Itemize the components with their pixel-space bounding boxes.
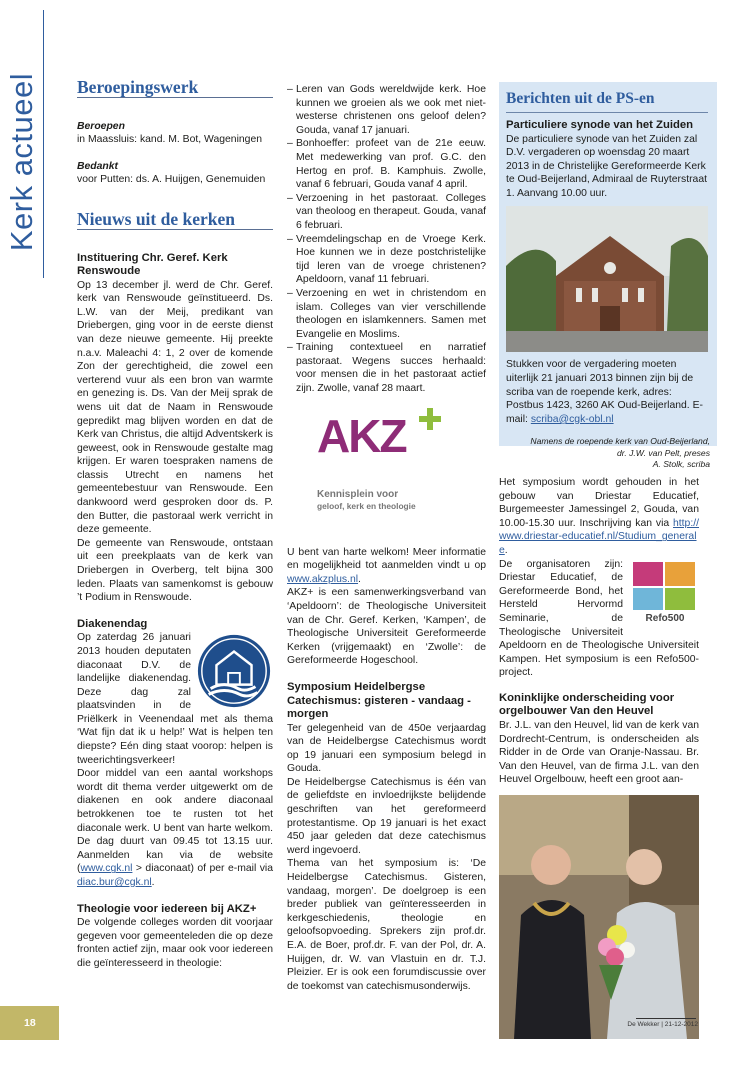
para-symposium-cont: Het symposium wordt gehouden in het gebouw van Driestar Educatief, Burgemeester Jamessingel 2, Gouda, van 10.00-15.30 uur. Inschrijving kan via http://www.driestar-educatief.nl/Studium_generale. — [499, 477, 699, 556]
link-diac-email[interactable]: diac.bur@cgk.nl — [77, 877, 152, 888]
list-item: – Vreemdelingschap en de Vroege Kerk. Hoe kunnen we in deze postchristelijke tijd leren van de vroege christenen? Apeldoorn, vanaf 11 februari. — [287, 233, 486, 287]
ps-heading: Berichten uit de PS-en — [506, 90, 708, 113]
section-title: Kerk actueel — [4, 72, 39, 251]
column-1 — [77, 77, 273, 970]
link-cgk[interactable]: www.cgk.nl — [80, 863, 133, 875]
para-theologie: De volgende colleges worden dit voorjaar gegeven voor gemeenteleden die op deze fronten actief zijn, maar ook voor iedereen die geïnteresseerd in theologie: — [77, 917, 273, 969]
heading-nieuws: Nieuws uit de kerken — [77, 213, 273, 230]
title-theologie: Theologie voor iedereen bij AKZ+ — [77, 902, 257, 915]
section-title-vertical — [4, 74, 40, 249]
heading-beroepingswerk: Beroepingswerk — [77, 81, 273, 98]
page-number-bar — [0, 1006, 59, 1040]
title-onderscheiding: Koninklijke onderscheiding voor orgelbouwer Van den Heuvel — [499, 691, 675, 718]
akz-logo-mark: AKZ — [317, 409, 406, 462]
para-symposium-1: Ter gelegenheid van de 450e verjaardag van de Heidelbergse Catechismus wordt op 19 januari een symposium belegd in Gouda. — [287, 722, 486, 775]
refo500-label: Refo500 — [645, 612, 685, 624]
list-item: – Training contextueel en narratief pastoraat. Wegens succes herhaald: voor mensen die in het pastoraat actief zijn. Zwolle, vanaf 28 maart. — [287, 341, 486, 395]
link-scriba-email[interactable]: scriba@cgk-obl.nl — [530, 413, 614, 425]
label-beroepen: Beroepen — [77, 120, 125, 132]
list-item: – Leren van Gods wereldwijde kerk. Hoe kunnen we groeien als we ook met niet-westerse christenen ons geloof delen? Gouda, vanaf 17 januari. — [287, 83, 486, 137]
label-bedankt: Bedankt — [77, 160, 118, 172]
list-item: – Bonhoeffer: profeet van de 21e eeuw. Met medewerking van prof. G.C. den Hertog en prof. B. Kamphuis. Zwolle, vanaf 6 februari, Gouda vanaf 4 april. — [287, 137, 486, 191]
section-divider-line — [43, 10, 44, 278]
title-synode: Particuliere synode van het Zuiden — [506, 119, 694, 131]
text-bedankt: voor Putten: ds. A. Huijgen, Genemuiden — [77, 174, 266, 186]
ps-credit: Namens de roepende kerk van Oud-Beijerland, dr. J.W. van Pelt, preses A. Stolk, scriba — [530, 436, 710, 470]
title-symposium: Symposium Heidelbergse Catechismus: gisteren - vandaag - morgen — [287, 681, 471, 720]
ps-box — [499, 82, 717, 470]
para-akz-2: AKZ+ is een samenwerkingsverband van ‘Apeldoorn’: de Theologische Universiteit van de Chr. Geref. Kerken, ‘Kampen’, de Theologische Universiteit Gereformeerde Kerken (vrijgemaakt) en ‘Zwolle’: de Gereformeerde Hogeschool. — [287, 587, 486, 667]
list-item: – Verzoening en wet in christendom en islam. Colleges van vier verschillende theologen en islamkenners. Samen met Evangelie en Moslims. — [287, 287, 486, 341]
para-organisers: De organisatoren zijn: Driestar Educatief, de Gereformeerde Bond, het Hersteld Hervormd Seminarie, de Theologische Universiteit Apeldoorn en de Theologische Universiteit Kampen. Het symposium is een Refo500-project. — [499, 558, 699, 679]
para-instituering-2: De gemeente van Renswoude, ontstaan uit een preekplaats van de kerk van Driebergen in Overberg, telt bijna 300 leden. Plaats van samenkomst is gebouw ’t Podium in Renswoude. — [77, 537, 273, 604]
refo500-logo — [629, 560, 699, 626]
para-onderscheiding: Br. J.L. van den Heuvel, lid van de kerk van Dordrecht-Centrum, is onderscheiden als Ridder in de Orde van Oranje-Nassau. Br. Van den Heuvel, van de firma J.L. van den Heuvel Orgelbouw, heeft een groot aan- — [499, 719, 699, 786]
akz-logo — [317, 408, 447, 518]
link-akzplus[interactable]: www.akzplus.nl — [287, 573, 359, 585]
para-instituering-1: Op 13 december jl. werd de Chr. Geref. kerk van Renswoude geïnstitueerd. Ds. L.W. van der Meij, predikant van Driebergen, ging voor in de eerste dienst van deze nieuwe gemeente. Hij preekte n.a.v. Maleachi 4: 1, 2 over de komende Zon der gerechtigheid, die zowel een verterend vuur als een bron van warmte en genezing is. Ds. Van der Meij sprak de wens uit dat de Naam in Renswoude gepredikt mag blijven worden en dat de Kerk van Christus, die altijd Adventskerk is geweest, ook in Renswoude gestalte mag krijgen. Er waren toespraken namens de classis Utrecht en namens het gemeentebestuur van Renswoude. Een dankwoord werd gesproken door ds. P. den Butter, die pastoraal werk verricht in deze gemeente. — [77, 279, 273, 536]
para-akz-1: U bent van harte welkom! Meer informatie en mogelijkheid tot aanmelden vindt u op www.akzplus.nl. — [287, 546, 486, 585]
para-stukken: Stukken voor de vergadering moeten uiterlijk 21 januari 2013 binnen zijn bij de scriba van de roepende kerk, adres: Postbus 1423, 3260 AK Oud-Beijerland. E-mail: scriba@cgk-obl.nl — [506, 359, 703, 425]
link-driestar[interactable]: http://www.driestar-educatief.nl/Studium_generale — [499, 517, 699, 556]
title-instituering: Instituering Chr. Geref. Kerk Renswoude — [77, 251, 228, 278]
award-photo — [499, 795, 699, 1039]
page-number: 18 — [24, 1017, 36, 1029]
column-3 — [499, 476, 699, 1039]
para-symposium-2: De Heidelbergse Catechismus is één van de geliefdste en invloedrijkste belijdende geschriften van het gereformeerd protestantisme. Op 19 januari is het exact 450 jaar geleden dat deze catechismus werd ingevoerd. — [287, 776, 486, 856]
footer-rule — [636, 1018, 696, 1019]
akz-plus-icon — [419, 408, 441, 430]
akz-logo-sub1: Kennisplein voor — [317, 488, 399, 500]
akz-logo-sub2: geloof, kerk en theologie — [317, 500, 416, 511]
para-diakenendag-2: Door middel van een aantal workshops wordt dit thema verder uitgewerkt om de diakenen en ook andere diaconaal betrokkenen toe te rusten tot het diaconale werk. U bent van harte welkom. De dag duurt van 09.45 tot 13.15 uur. Aanmelden kan via de website (www.cgk.nl > diaconaat) of per e-mail via diac.bur@cgk.nl. — [77, 768, 273, 888]
course-list — [287, 83, 486, 396]
ps-body-2 — [506, 358, 710, 470]
footer-publication: De Wekker | 21-12-2012 — [627, 1021, 698, 1028]
para-symposium-3: Thema van het symposium is: ‘De Heidelbergse Catechismus. Gisteren, vandaag, morgen’. De doelgroep is een breder publiek van geïnteresseerden in kerkgeschiedenis, theologie en geloofsopvoeding. Sprekers zijn prof.dr. E.A. de Boer, prof.dr. F. van der Pol, dr. A. Huijgen, dr. W. van Vlastuin en dr. T.J. Pleizier. Er is ook een forumdiscussie over de toekomst van catechismusonderwijs. — [287, 858, 486, 992]
list-item: – Verzoening in het pastoraat. Colleges van theoloog en therapeut. Gouda, vanaf 6 februari. — [287, 192, 486, 233]
text-beroepen: in Maassluis: kand. M. Bot, Wageningen — [77, 134, 263, 146]
title-diakenendag: Diakenendag — [77, 617, 148, 630]
para-diakenendag-1: Op zaterdag 26 januari 2013 houden deputaten diaconaat D.V. de landelijke diakenendag. Deze dag zal plaatsvinden in de Priëlkerk in Veenendaal met als thema ‘Wat fijn dat ik u help!’ Wat is helpen ten diepste? Eén ding staat voorop: helpen is tweerichtingsverkeer! — [77, 632, 273, 766]
diaconaat-logo-icon — [195, 632, 273, 710]
column-2 — [287, 83, 486, 993]
church-photo — [506, 206, 708, 352]
para-synode: De particuliere synode van het Zuiden zal D.V. vergaderen op woensdag 20 maart 2013 in de Christelijke Gereformeerde Kerk te Oud-Beijerland, Admiraal de Ruyterstraat 1. Aanvang 10.00 uur. — [506, 133, 707, 199]
ps-body — [506, 119, 710, 200]
